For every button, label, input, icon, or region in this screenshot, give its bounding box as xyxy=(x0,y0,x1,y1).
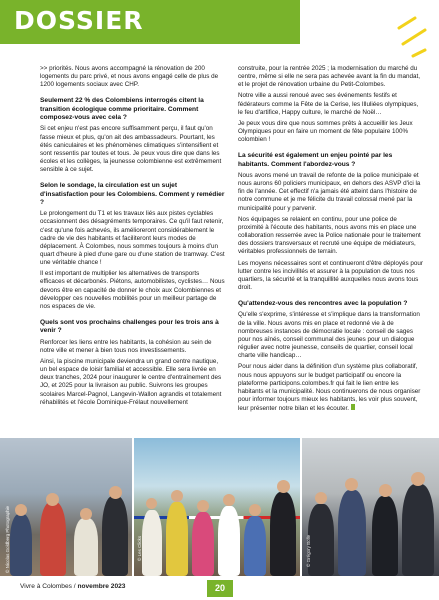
photo-figure-head xyxy=(109,486,122,499)
photo-figure-head xyxy=(315,492,327,504)
photo-figure-head xyxy=(345,478,358,491)
interview-question: Qu'attendez-vous des rencontres avec la population ? xyxy=(238,300,408,308)
paragraph xyxy=(238,363,423,413)
photo-figure-head xyxy=(223,494,235,506)
paragraph-text: Pour nous aider dans la définition d'un système plus collaboratif, nous nous appuyons sur le budget participatif ou encore la plateforme participons.colombes.fr qui fait le lien entre les habitants et la municipalité. Nous continuerons de nous organiser pour informer toujours mieux les habitants, les voir plus souvent, leur présenter notre bilan et les écouter. xyxy=(238,363,421,413)
photo-figure-head xyxy=(411,472,425,486)
photo-figure xyxy=(308,504,334,576)
photo-figure-head xyxy=(197,500,209,512)
footer-publication xyxy=(20,583,125,590)
photo-ribbon-cutting xyxy=(134,438,300,576)
paragraph: construite, pour la rentrée 2025 ; la modernisation du marché du centre, même si elle ne sera pas achevée avant la fin du mandat, et le projet de rénovation urbaine du Petit-Colombes. xyxy=(238,65,421,89)
interview-question: Selon le sondage, la circulation est un sujet d'insatisfaction pour les Colombiens. Comment y remédier ? xyxy=(40,182,225,206)
photo-figure xyxy=(372,496,398,576)
photo-figure xyxy=(244,516,266,576)
photo-figure-head xyxy=(171,490,183,502)
photo-figure xyxy=(166,502,188,576)
photo-figure xyxy=(270,492,296,576)
paragraph: Si cet enjeu n'est pas encore suffisamment perçu, il faut qu'on fasse mieux et plus, qu'on ait des ambassadeurs. Pourtant, les étés caniculaires et les phénomènes climatiques s'intensifient et sont ressentis par toutes et tous. Je peux vous dire que dans les écoles et les collèges, la jeunesse colombienne est extrêmement sensible à ce sujet. xyxy=(40,125,222,174)
photo-figure-head xyxy=(146,498,157,509)
paragraph: Le prolongement du T1 et les travaux liés aux pistes cyclables occasionnent des désagréments temporaires. Ce qu'il faut retenir, c'est qu'une fois achevés, ils amélioreront considérablement le cadre de vie des habitants et faciliteront leurs modes de déplacement. À Colombes, nous sommes toujours à moins d'un quart d'heure à pied d'une gare ou d'une station de tramway. C'est une véritable chance ! xyxy=(40,210,225,267)
paragraph xyxy=(40,65,225,89)
photo-figure-head xyxy=(46,493,59,506)
photo-figure xyxy=(10,514,32,576)
paragraph: Je peux vous dire que nous sommes prêts à accueillir les Jeux Olympiques pour en faire un moment de fête populaire 100% colombien ! xyxy=(238,119,413,144)
photo-credit: © Les Clicks xyxy=(137,535,142,561)
photo-figure-head xyxy=(379,484,392,497)
photo-figure xyxy=(40,502,66,576)
photo-figure-head xyxy=(80,508,92,520)
paragraph: Il est important de multiplier les alternatives de transports efficaces et décarbonés. Piétons, automobilistes, cyclistes… Nous devons être en capacité de donner le choix aux Colombiennes et développer ces nouvelles mobilités pour un meilleur partage de nos espaces de vie. xyxy=(40,270,225,310)
footer-separator: / xyxy=(73,583,78,590)
section-banner xyxy=(0,0,300,44)
interview-question: La sécurité est également un enjeu pointé par les habitants. Comment l'abordez-vous ? xyxy=(238,152,393,168)
paragraph: Qu'elle s'exprime, s'intéresse et s'implique dans la transformation de la ville. Nous avons mis en place et redonné vie à de nombreuses instances de démocratie locale : conseil de sages pour nos aînés, conseil communal des jeunes pour un dialogue régulier avec notre jeunesse, conseils de quartier, conseil local charte ville handicap… xyxy=(238,311,420,360)
left-column xyxy=(40,65,225,410)
page-number: 20 xyxy=(207,580,233,597)
paragraph: Notre ville a aussi renoué avec ses événements festifs et fédérateurs comme la Fête de la Cerise, les Illuliées olympiques, le feu d'artifice, Happy culture, le marché de Noël… xyxy=(238,92,419,116)
paragraph: Renforcer les liens entre les habitants, la cohésion au sein de notre ville et mener à bien tous nos investissements. xyxy=(40,338,212,354)
magazine-name: Vivre à Colombes xyxy=(20,583,72,590)
end-mark-icon xyxy=(351,404,355,410)
paragraph: Ainsi, la piscine municipale deviendra un grand centre nautique, un bel espace de loisir familial et accessible. Elle sera livrée en deux tranches, 2024 pour inaugurer le centre d'entraînement des JO, et 2025 pour la livraison au public. Suivrons les groupes scolaires Marcel-Pagnol, Langevin-Wallon agrandis et totalement réhabilités et l'école Dominique-Frélaut nouvellement xyxy=(40,357,222,406)
photo-figure xyxy=(218,506,240,576)
right-column xyxy=(238,65,423,416)
photo-credit: © Grégory Bolle xyxy=(306,534,311,567)
decorative-strokes-icon xyxy=(395,14,429,62)
photo-credit: © Nicolas Goldberg Photographie xyxy=(5,505,10,573)
photo-crowd-parade xyxy=(0,438,132,576)
photo-figure xyxy=(102,496,128,576)
issue-date: novembre 2023 xyxy=(77,583,126,590)
paragraph: Nous avons mené un travail de refonte de la police municipale et nous aurons 60 policiers municipaux, en dehors des ASVP d'ici la fin de l'année. Cet effectif n'a jamais été atteint dans l'histoire de notre commune et je me félicite du travail colossal mené par la municipalité pour y parvenir. xyxy=(238,172,421,212)
photo-figure-head xyxy=(249,504,261,516)
photo-figure xyxy=(142,510,162,576)
photo-figure xyxy=(402,484,434,576)
interview-question: Seulement 22 % des Colombiens interrogés citent la transition écologique comme prioritaire. Comment composez-vous avec cela ? xyxy=(40,97,204,122)
photo-public-meeting xyxy=(302,438,439,576)
paragraph: Les moyens nécessaires sont et continueront d'être déployés pour lutter contre les incivilités et assurer à la population de tous nos quartiers, la sécurité et la tranquillité auxquelles nous avons tous droit. xyxy=(238,259,423,292)
photo-figure-head xyxy=(15,504,27,516)
paragraph: Nos équipages se relaient en continu, pour une police de proximité à l'écoute des habitants, nous avons mis en place une collaboration resserrée avec la Police nationale pour le traitement des dossiers transversaux et recruté une équipe de médiateurs, véritables professionnels de terrain. xyxy=(238,215,421,256)
paragraph-text: >> priorités. Nous avons accompagné la rénovation de 200 logements du parc privé, et nous avons engagé celle de plus de 1200 logements sociaux avec CHP. xyxy=(40,65,219,89)
photo-figure xyxy=(74,518,98,576)
interview-question: Quels sont vos prochains challenges pour les trois ans à venir ? xyxy=(40,319,219,335)
photo-figure xyxy=(338,490,366,576)
section-title: DOSSIER xyxy=(14,6,144,35)
photo-figure xyxy=(192,512,214,576)
page-header xyxy=(0,0,439,44)
photo-strip xyxy=(0,438,439,576)
page-footer xyxy=(0,578,439,600)
photo-figure-head xyxy=(277,480,290,493)
